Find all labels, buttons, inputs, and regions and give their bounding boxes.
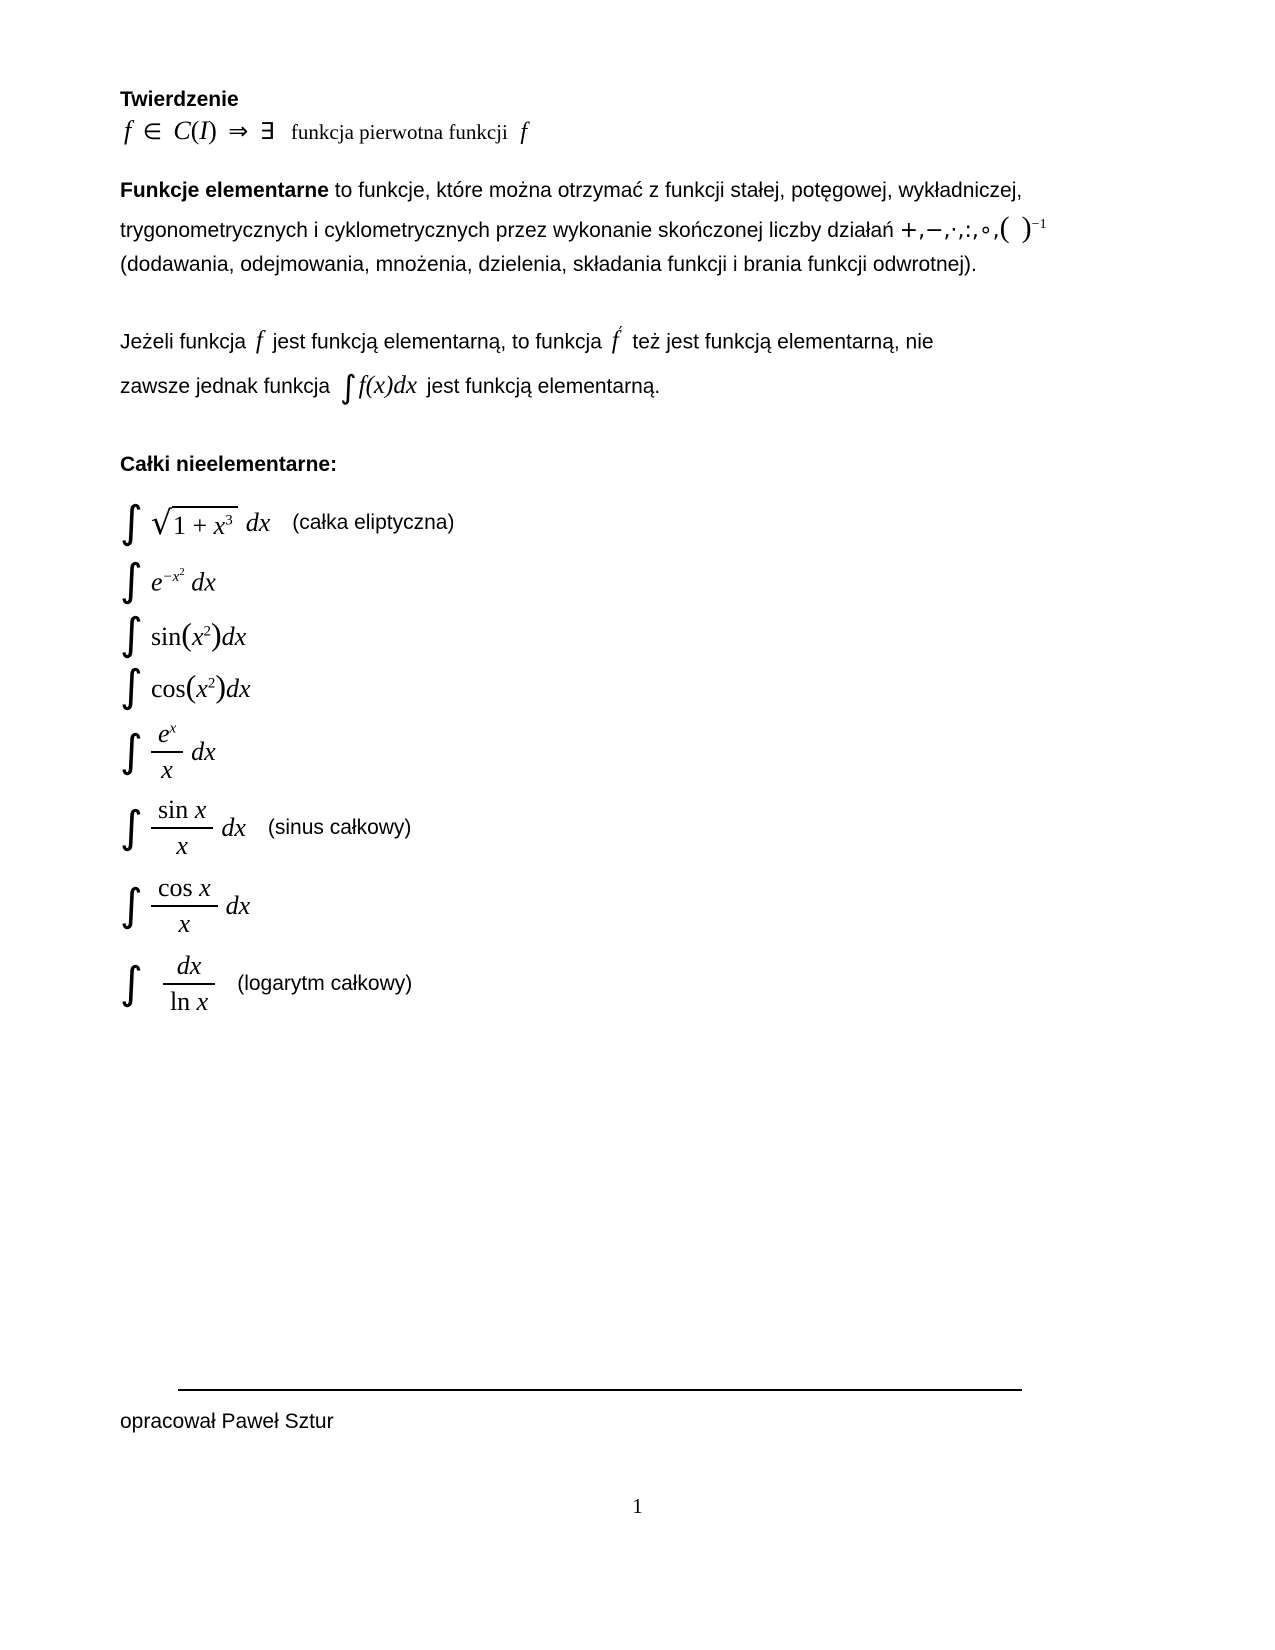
integral-sign: ∫: [120, 957, 143, 1009]
math-var-i: I: [199, 116, 209, 145]
lparen: (: [190, 116, 200, 145]
numerator: sin x: [157, 795, 207, 825]
paragraph-derivative: [120, 312, 1180, 409]
footer-author: opracował Paweł Sztur: [120, 1410, 334, 1433]
numerator: cos x: [157, 872, 211, 902]
rparen-big: ): [1021, 211, 1032, 244]
integral-label: (sinus całkowy): [267, 816, 412, 839]
fraction: [151, 795, 213, 861]
integral-row-gaussian: [120, 555, 1180, 607]
integral-row-sin-x2: [120, 609, 1180, 661]
integral-row-sine-integral: [120, 795, 1180, 861]
bold-term: Funkcje elementarne: [120, 179, 329, 202]
text-line3: (dodawania, odejmowania, mnożenia, dzielenia, składania funkcji i brania funkcji odwrotnej).: [120, 253, 977, 276]
text-line1: to funkcje, które można otrzymać z funkcji stałej, potęgowej, wykładniczej,: [328, 179, 1023, 202]
denominator: ln x: [163, 983, 215, 1017]
integral-row-cosine-integral: [120, 873, 1180, 939]
text-5: jest funkcją elementarną.: [426, 375, 661, 399]
math-var-f: f: [124, 116, 132, 145]
integrand-arg: (x): [365, 372, 394, 400]
page-number: 1: [632, 1494, 643, 1518]
integral-row-elliptic: [120, 497, 1180, 549]
implies-symbol: ⇒: [228, 117, 249, 145]
text-1: Jeżeli funkcja: [120, 330, 247, 354]
denominator: x: [151, 751, 183, 785]
math-f-prime: f′: [611, 324, 623, 355]
sqrt-radical: [150, 502, 238, 542]
integral-sign: ∫: [120, 802, 143, 853]
denominator: x: [151, 827, 213, 861]
integral-sign: ∫: [120, 879, 143, 931]
integral-label: (całka eliptyczna): [292, 511, 455, 535]
dx: dx: [393, 372, 417, 400]
fraction: [151, 873, 218, 939]
inverse-exponent: −1: [1031, 217, 1047, 232]
integral-row-cos-x2: [120, 661, 1180, 713]
theorem-formula: [124, 116, 1180, 146]
theorem-text: funkcja pierwotna funkcji: [290, 120, 508, 144]
fraction: [151, 719, 183, 785]
integrand: $\cos(x^2)dx$: [150, 668, 251, 705]
text-line2: trygonometrycznych i cyklometrycznych przez wykonanie skończonej liczby działań: [120, 219, 894, 242]
lparen-big: (: [999, 211, 1010, 244]
integral-sign: ∫: [120, 726, 143, 778]
dx: dx: [221, 813, 246, 842]
numerator: dx: [176, 950, 202, 980]
integral-sign: ∫: [339, 368, 357, 407]
math-var-f2: f: [520, 119, 528, 145]
prime-symbol: ′: [618, 324, 623, 344]
rparen: ): [208, 116, 217, 145]
operations-list: +,−,⋅,:,∘,: [899, 218, 1000, 243]
dx: dx: [191, 737, 216, 767]
integral-row-exp-over-x: [120, 719, 1180, 785]
integral-sign: ∫: [120, 609, 143, 661]
element-of-symbol: ∈: [142, 120, 162, 145]
text-3: też jest funkcją elementarną, nie: [632, 330, 934, 354]
math-var-c: C: [173, 116, 191, 145]
integrals-heading: Całki nieelementarne:: [120, 453, 338, 477]
radicand: $1 + x^3$: [172, 506, 238, 541]
integral-sign: ∫: [120, 497, 143, 549]
dx: dx: [225, 890, 251, 920]
denominator: x: [151, 905, 218, 939]
fraction: [163, 951, 215, 1017]
operations-symbols: [899, 211, 1047, 244]
theorem-heading: Twierdzenie: [120, 88, 239, 111]
exists-symbol: ∃: [259, 119, 275, 145]
radical-sign: √: [150, 502, 172, 542]
integral-label: (logarytm całkowy): [237, 971, 413, 995]
integrand-f: f: [358, 372, 366, 400]
numerator: $e^x$: [157, 719, 177, 749]
document-page: [120, 88, 1180, 1016]
integral-sign: ∫: [120, 661, 143, 713]
text-2: jest funkcją elementarną, to funkcja: [272, 330, 602, 354]
integral-sign: ∫: [120, 555, 143, 607]
footer-divider: [178, 1389, 1022, 1391]
integrand: $e^{-x^2}$ dx: [150, 565, 216, 597]
math-indefinite-integral: [339, 368, 417, 407]
text-4: zawsze jednak funkcja: [120, 375, 331, 399]
math-var-f: f: [255, 327, 263, 355]
dx: dx: [245, 508, 271, 538]
integrand: $\sin(x^2)dx$: [150, 616, 247, 653]
paragraph-elementary-functions: [120, 174, 1180, 282]
integral-row-logarithmic-integral: [120, 951, 1180, 1017]
